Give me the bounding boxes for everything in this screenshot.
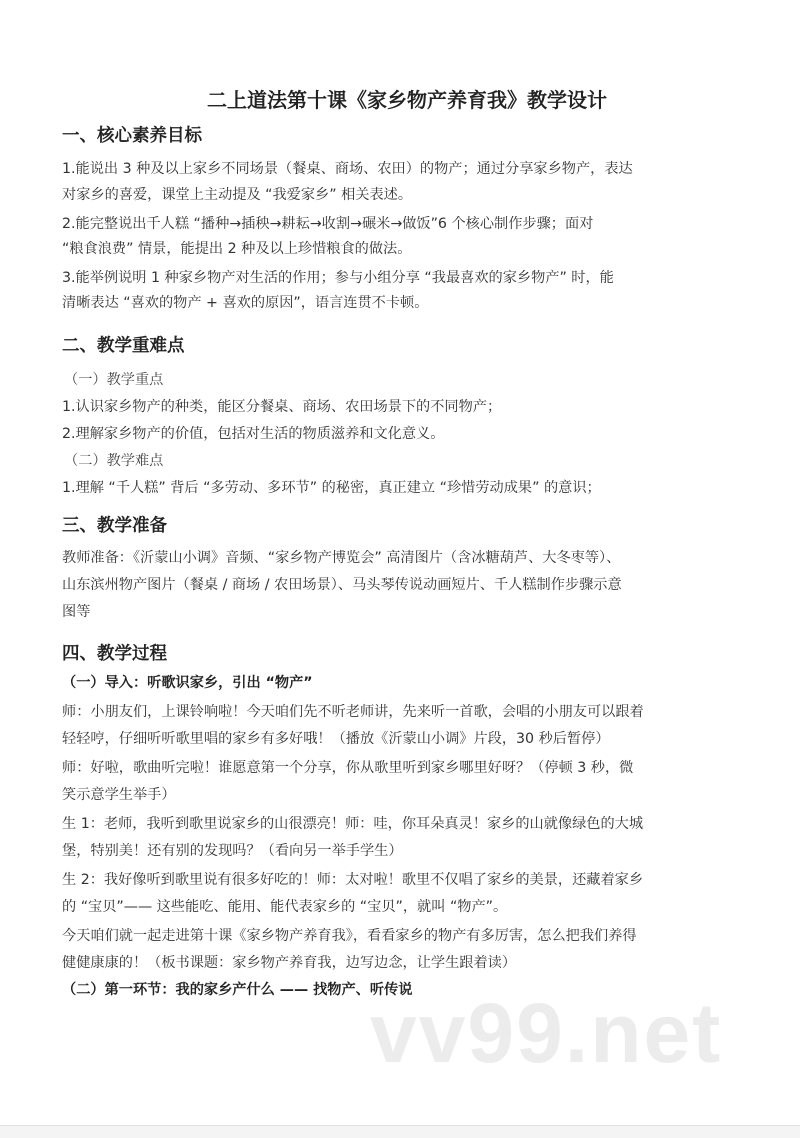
text-line: 生 1：老师，我听到歌里说家乡的山很漂亮！师：哇，你耳朵真灵！家乡的山就像绿色的大城 xyxy=(62,816,644,832)
text-line: 对家乡的喜爱，课堂上主动提及 “我爱家乡” 相关表述。 xyxy=(62,187,413,203)
subheading-part-2: （二）第一环节：我的家乡产什么 —— 找物产、听传说 xyxy=(62,982,413,998)
text-line: 图等 xyxy=(62,604,91,620)
subheading-key-points: （一）教学重点 xyxy=(64,372,164,388)
text-line: “粮食浪费” 情景，能提出 2 种及以上珍惜粮食的做法。 xyxy=(62,241,412,257)
text-line: 1.理解 “千人糕” 背后 “多劳动、多环节” 的秘密，真正建立 “珍惜劳动成果” 的意识； xyxy=(62,480,601,496)
text-line: 2.理解家乡物产的价值，包括对生活的物质滋养和文化意义。 xyxy=(62,426,445,442)
subheading-difficult-points: （二）教学难点 xyxy=(64,453,164,469)
text-line: 师：好啦，歌曲听完啦！谁愿意第一个分享，你从歌里听到家乡哪里好呀？（停顿 3 秒，微 xyxy=(62,760,634,776)
watermark: vv99.net xyxy=(370,986,723,1080)
section-4-heading: 四、教学过程 xyxy=(62,644,167,664)
text-line: 师：小朋友们，上课铃响啦！今天咱们先不听老师讲，先来听一首歌，会唱的小朋友可以跟着 xyxy=(62,704,644,720)
section-3-body xyxy=(62,545,622,626)
text-line: 今天咱们就一起走进第十课《家乡物产养育我》，看看家乡的物产有多厉害，怎么把我们养得 xyxy=(62,928,637,944)
section-3-heading: 三、教学准备 xyxy=(62,516,167,536)
text-line: 笑示意学生举手） xyxy=(62,787,176,803)
text-line: 轻轻哼，仔细听听歌里唱的家乡有多好哦！（播放《沂蒙山小调》片段，30 秒后暂停） xyxy=(62,731,610,747)
page-bottom-edge xyxy=(0,1125,800,1138)
subheading-intro: （一）导入：听歌识家乡，引出 “物产” xyxy=(62,675,313,691)
text-line: 堡，特别美！还有别的发现吗？（看向另一举手学生） xyxy=(62,843,403,859)
text-line: 健健康康的！（板书课题：家乡物产养育我，边写边念，让学生跟着读） xyxy=(62,955,517,971)
text-line: 山东滨州物产图片（餐桌 / 商场 / 农田场景）、马头琴传说动画短片、千人糕制作步骤示意 xyxy=(62,577,622,593)
text-line: 教师准备：《沂蒙山小调》音频、“家乡物产博览会” 高清图片（含冰糖葫芦、大冬枣等）、 xyxy=(62,550,621,566)
text-line: 1.能说出 3 种及以上家乡不同场景（餐桌、商场、农田）的物产；通过分享家乡物产，表达 xyxy=(62,161,633,177)
section-2-heading: 二、教学重难点 xyxy=(62,336,185,356)
document-title: 二上道法第十课《家乡物产养育我》教学设计 xyxy=(207,88,607,112)
section-2-body xyxy=(62,367,601,502)
text-line: 的 “宝贝”—— 这些能吃、能用、能代表家乡的 “宝贝”，就叫 “物产”。 xyxy=(62,899,508,915)
text-line: 生 2：我好像听到歌里说有很多好吃的！师：太对啦！歌里不仅唱了家乡的美景，还藏着家乡 xyxy=(62,872,644,888)
text-line: 3.能举例说明 1 种家乡物产对生活的作用；参与小组分享 “我最喜欢的家乡物产” 时，能 xyxy=(62,270,614,286)
text-line: 1.认识家乡物产的种类，能区分餐桌、商场、农田场景下的不同物产； xyxy=(62,399,502,415)
section-1-heading: 一、核心素养目标 xyxy=(62,126,202,146)
section-1-body xyxy=(62,156,633,317)
text-line: 清晰表达 “喜欢的物产 + 喜欢的原因”，语言连贯不卡顿。 xyxy=(62,295,429,311)
section-4-body xyxy=(62,670,644,1004)
text-line: 2.能完整说出千人糕 “播种→插秧→耕耘→收割→碾米→做饭”6 个核心制作步骤；面对 xyxy=(62,216,594,232)
